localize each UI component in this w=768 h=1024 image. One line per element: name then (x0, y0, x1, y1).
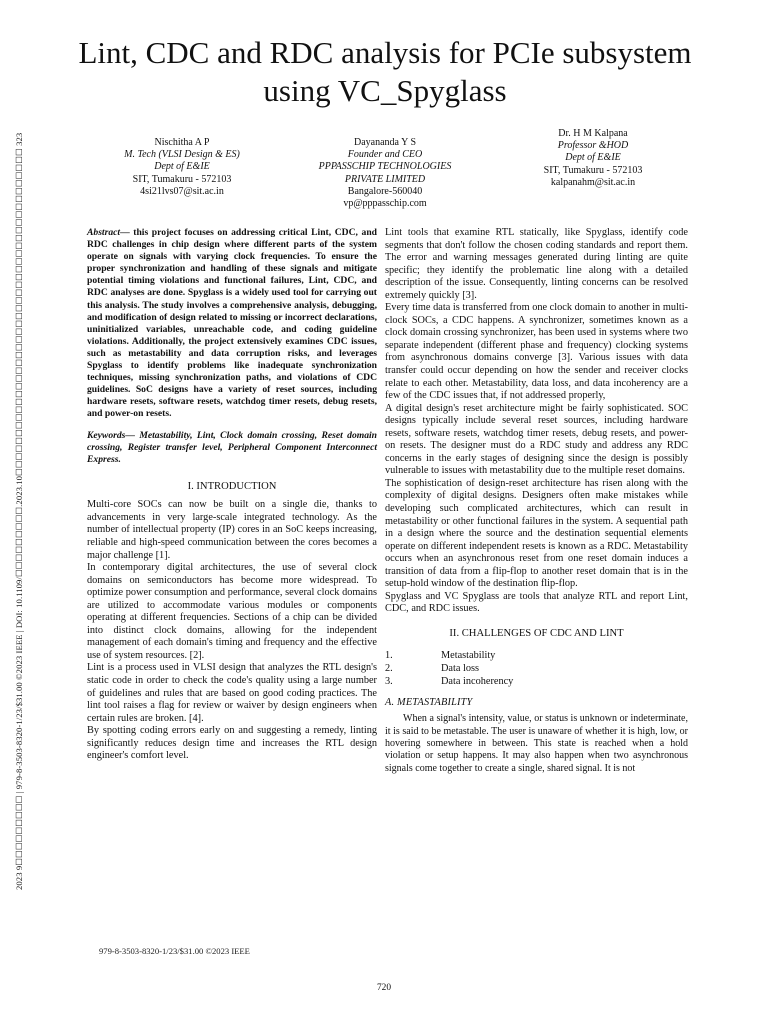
list-item-text: Metastability (441, 649, 496, 661)
list-item (385, 662, 688, 675)
body-paragraph: Every time data is transferred from one clock domain to another in multi-clock SOCs, a CDC happens. A synchronizer, sometimes known as a clock domain crossing synchronizer, has been used in systems where two separate independent (different phase and frequency) clocking systems from asynchronous domains converge [3]. Various issues with data transfer could occur depending on how the sender and receiver clocks relate to each other. Metastability, data loss, and data incoherency are a few of the CDC issues that, if not addressed properly, (385, 302, 688, 402)
author-role: Professor &HOD (557, 140, 629, 152)
author-block-1 (97, 137, 267, 198)
doi-sidebar-text: 2023 9☐☐☐☐☐☐☐☐☐ | 979-8-3503-8320-1/23/$31.00 ©2023 IEEE | DOI: 10.1109/☐☐☐☐☐☐☐☐☐.2023.10☐☐☐☐☐☐☐☐☐☐☐☐☐☐☐☐☐☐☐☐☐☐☐☐☐☐☐☐☐☐☐☐☐☐☐☐☐☐☐☐☐☐ 323 (14, 132, 24, 890)
paper-title: Lint, CDC and RDC analysis for PCIe subsystem using VC_Spyglass (78, 35, 692, 108)
metastability-paragraph: When a signal's intensity, value, or status is unknown or indeterminate, it is said to be metastable. The user is unaware of whether it is high, low, or hovering somewhere in between. This state is reached when a hold violation or setup happens. It may also happen when two asynchronous signals come together to create a single, shared signal. It is not (385, 713, 688, 774)
list-item-number: 3. (385, 676, 393, 688)
list-item-text: Data incoherency (441, 676, 514, 688)
author-email[interactable]: kalpanahm@sit.ac.in (550, 176, 636, 188)
list-item-number: 1. (385, 649, 393, 661)
author-company: PPPASSCHIP TECHNOLOGIES (318, 161, 452, 173)
list-item (385, 675, 688, 688)
author-role: Founder and CEO (347, 149, 423, 161)
author-location: Bangalore-560040 (347, 185, 423, 197)
subsection-heading-metastability: A. METASTABILITY (385, 696, 473, 708)
author-dept: Dept of E&IE (565, 152, 621, 164)
body-paragraph: A digital design's reset architecture might be fairly sophisticated. SOC designs typically include several reset sources, including hardware resets, software resets, watchdog timer resets, debug resets, and power-on resets. The designer must do a RDC study and address any RDC concerns in the early stages of designing since the design is possibly vulnerable to issues with metastability due to the multiple reset domains. (385, 402, 688, 477)
abstract-text: — this project focuses on addressing critical Lint, CDC, and RDC challenges in chip design where different parts of the system operate on signals with varying clock frequencies. To ensure the proper synchronization and handling of these signals and mitigate potential timing violations and functional failures, Lint, CDC, and RDC analyses are done. Spyglass is a widely used tool for carrying out this analysis. The study involves a comprehensive analysis, debugging, and modification of design related to missing or incorrect declarations, uninitialized variables, unreachable code, and coding guideline violations. Additionally, the project extensively examines CDC issues, such as metastability and data corruption risks, and leverages Spyglass to identify problems like inadequate synchronization techniques, missing synchronization paths, and violations of CDC guidelines. SoC designs have a variety of reset sources, including hardware resets, software resets, watchdog timer resets, debug resets, and power-on resets. (87, 227, 377, 420)
list-item-text: Data loss (441, 662, 480, 674)
author-block-2 (300, 137, 470, 210)
page-number: 720 (376, 983, 392, 993)
intro-paragraph: Lint is a process used in VLSI design that analyzes the RTL design's static code in order to check the code's quality using a large number of guidelines and rules that are based on good coding practices. The lint tool raises a flag for review or waiver by design engineers when certain rules are broken. [4]. (87, 662, 377, 724)
abstract (87, 227, 377, 421)
author-name: Nischitha A P (154, 137, 210, 148)
author-name: Dayananda Y S (353, 137, 417, 148)
challenges-list (385, 649, 688, 689)
left-column (87, 227, 377, 763)
author-dept: Dept of E&IE (154, 161, 210, 173)
right-column (385, 227, 688, 775)
keywords: Keywords— Metastability, Lint, Clock domain crossing, Reset domain crossing, Register transfer level, Peripheral Component Interconnect Express. (87, 429, 377, 465)
section-heading-challenges: II. CHALLENGES OF CDC AND LINT (449, 627, 624, 639)
doi-sidebar (2, 132, 24, 890)
list-item (385, 649, 688, 662)
author-name: Dr. H M Kalpana (558, 128, 628, 139)
footer-copyright: 979-8-3503-8320-1/23/$31.00 ©2023 IEEE (99, 946, 250, 956)
body-paragraph: The sophistication of design-reset architecture has risen along with the complexity of digital designs. Designers often make mistakes while developing such complicated architectures, which can result in metastability or other functional failures in the system. A sequential path in a design where the source and the destination sequential elements operate on different independent resets is known as a RDC. Metastability occurs when an asynchronous reset from one reset domain induces a transition of data from a flip-flop to another reset domain that is in the setup-hold window of the destination flip-flop. (385, 477, 688, 590)
author-company-suffix: PRIVATE LIMITED (344, 173, 426, 185)
body-paragraph: Spyglass and VC Spyglass are tools that analyze RTL and report Lint, CDC, and RDC issues. (385, 590, 688, 615)
author-location: SIT, Tumakuru - 572103 (543, 164, 643, 176)
list-item-number: 2. (385, 662, 393, 674)
intro-paragraph: By spotting coding errors early on and suggesting a remedy, linting significantly reduces design time and increases the RTL design engineer's comfort level. (87, 725, 377, 762)
abstract-label: Abstract (87, 227, 121, 238)
author-email[interactable]: 4si21lvs07@sit.ac.in (140, 185, 224, 197)
author-email[interactable]: vp@pppasschip.com (343, 198, 427, 210)
author-location: SIT, Tumakuru - 572103 (132, 173, 232, 185)
body-paragraph: Lint tools that examine RTL statically, like Spyglass, identify code segments that don't follow the chosen coding standards and report them. The error and warning messages generated during linting are quite specific; they identify the problematic line along with a detailed description of the issue. Consequently, linting concerns can be resolved extremely quickly [3]. (385, 227, 688, 301)
section-heading-introduction: I. INTRODUCTION (187, 480, 277, 492)
intro-paragraph: In contemporary digital architectures, the use of several clock domains on semiconductors has become more widespread. To optimize power consumption and performance, several clock domains are utilized to accommodate various modules or components operating at different frequencies. Sections of a chip can be divided into distinct clock domains, allowing for the independent management of each domain's timing and frequency and the effective use of system resources. [2]. (87, 562, 377, 661)
author-block-3 (508, 128, 678, 189)
author-degree: M. Tech (VLSI Design & ES) (124, 149, 240, 161)
intro-paragraph: Multi-core SOCs can now be built on a single die, thanks to advancements in very large-scale integrated technology. As the number of intellectual property (IP) cores in an SoC keeps increasing, reliable and high-speed communication between the cores becomes a major challenge [1]. (87, 499, 377, 561)
